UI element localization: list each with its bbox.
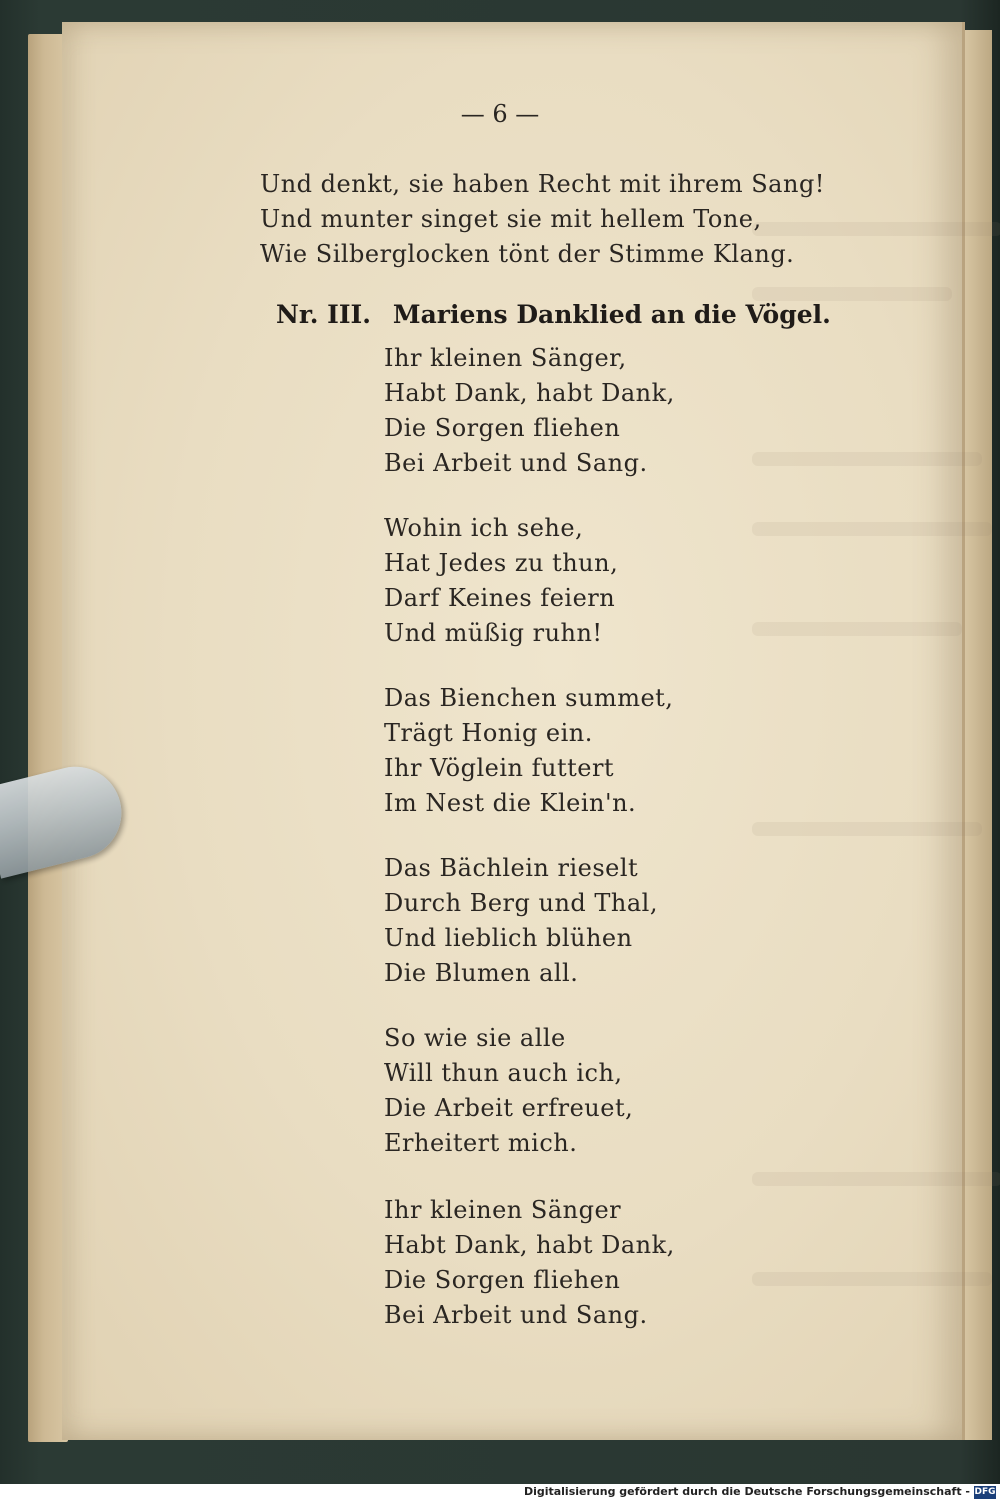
poem-line: Trägt Honig ein. bbox=[384, 719, 593, 747]
intro-line: Und munter singet sie mit hellem Tone, bbox=[260, 205, 762, 233]
poem-line: Die Sorgen fliehen bbox=[384, 414, 621, 442]
poem-heading bbox=[276, 300, 831, 329]
poem-line: Ihr kleinen Sänger, bbox=[384, 344, 627, 372]
poem-line: Und müßig ruhn! bbox=[384, 619, 603, 647]
bleed-through bbox=[752, 522, 992, 536]
poem-line: Habt Dank, habt Dank, bbox=[384, 379, 675, 407]
page-number: — 6 — bbox=[460, 100, 540, 128]
poem-line: Im Nest die Klein'n. bbox=[384, 789, 637, 817]
poem-line: Will thun auch ich, bbox=[384, 1059, 623, 1087]
poem-line: So wie sie alle bbox=[384, 1024, 566, 1052]
poem-line: Die Sorgen fliehen bbox=[384, 1266, 621, 1294]
poem-line: Bei Arbeit und Sang. bbox=[384, 1301, 648, 1329]
bleed-through bbox=[752, 622, 962, 636]
poem-title: Mariens Danklied an die Vögel. bbox=[392, 300, 831, 329]
poem-line: Die Arbeit erfreuet, bbox=[384, 1094, 634, 1122]
poem-number: Nr. III. bbox=[276, 300, 371, 329]
bleed-through bbox=[752, 1172, 1000, 1186]
bleed-through bbox=[752, 1272, 992, 1286]
bleed-through bbox=[752, 822, 982, 836]
dfg-logo-icon: DFG bbox=[974, 1487, 996, 1497]
bleed-through bbox=[752, 287, 952, 301]
poem-line: Bei Arbeit und Sang. bbox=[384, 449, 648, 477]
footer-credit: Digitalisierung gefördert durch die Deutsche Forschungsgemeinschaft - bbox=[523, 1485, 970, 1498]
bleed-through bbox=[752, 222, 1000, 236]
bleed-through bbox=[752, 452, 982, 466]
poem-line: Habt Dank, habt Dank, bbox=[384, 1231, 675, 1259]
intro-line: Und denkt, sie haben Recht mit ihrem Sang! bbox=[260, 170, 825, 198]
poem-line: Erheitert mich. bbox=[384, 1129, 578, 1157]
poem-line: Das Bienchen summet, bbox=[384, 684, 674, 712]
poem-line: Ihr Vöglein futtert bbox=[384, 754, 615, 782]
poem-line: Darf Keines feiern bbox=[384, 584, 616, 612]
poem-line: Durch Berg und Thal, bbox=[384, 889, 658, 917]
poem-line: Hat Jedes zu thun, bbox=[384, 549, 619, 577]
intro-line: Wie Silberglocken tönt der Stimme Klang. bbox=[260, 240, 795, 268]
poem-line: Wohin ich sehe, bbox=[384, 514, 584, 542]
poem-line: Das Bächlein rieselt bbox=[384, 854, 639, 882]
poem-line: Die Blumen all. bbox=[384, 959, 579, 987]
poem-line: Ihr kleinen Sänger bbox=[384, 1196, 622, 1224]
poem-line: Und lieblich blühen bbox=[384, 924, 633, 952]
